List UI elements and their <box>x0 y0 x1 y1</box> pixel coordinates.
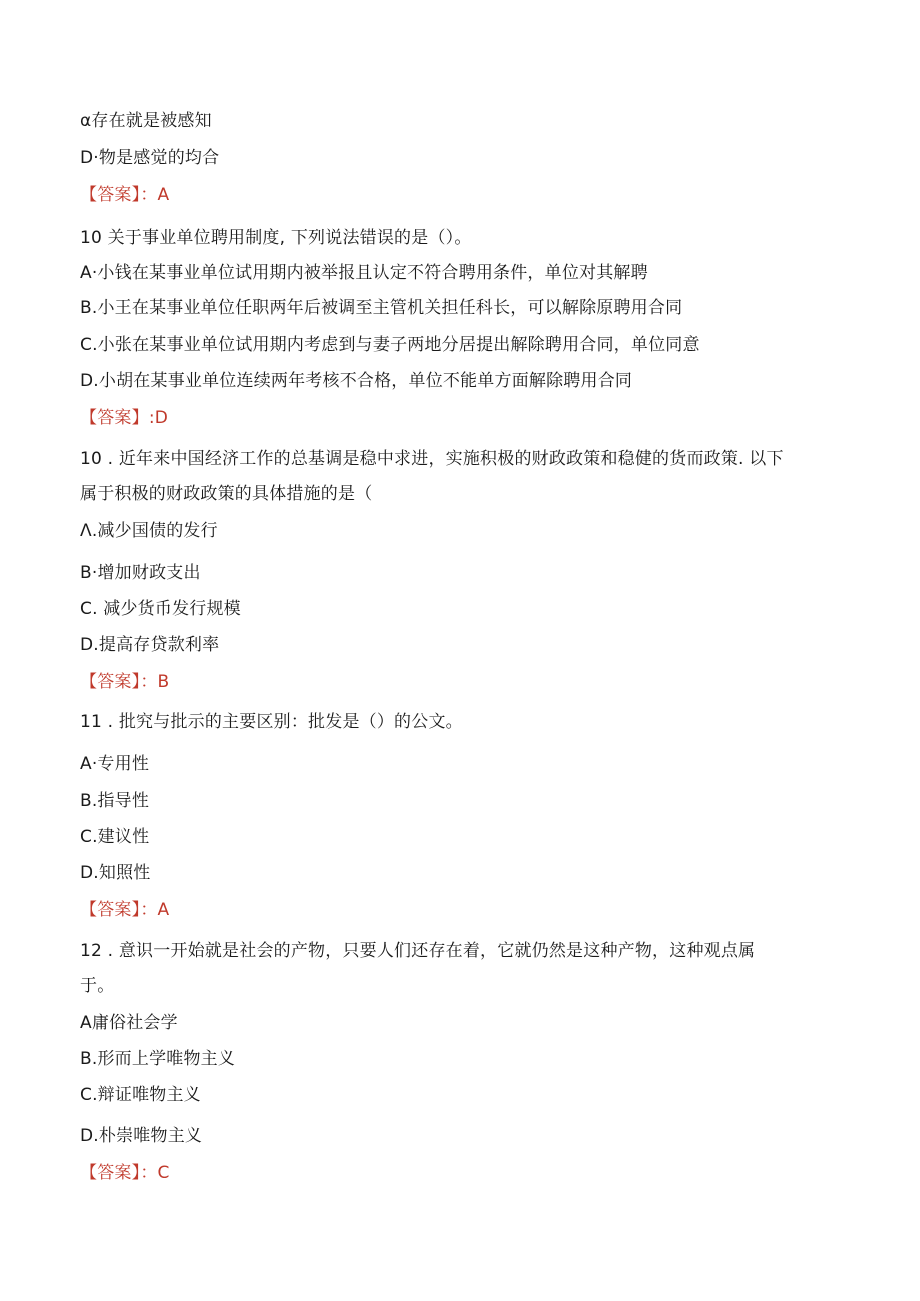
option-line: D.提高存贷款利率 <box>80 635 220 655</box>
option-line: D.知照性 <box>80 863 151 883</box>
answer-label: 【答案】 <box>80 672 141 692</box>
question-line: 11 . 批究与批示的主要区别：批发是（）的公文。 <box>80 712 463 732</box>
answer-label: 【答案】 <box>80 408 149 428</box>
question-line: 10 . 近年来中国经济工作的总基调是稳中求进，实施积极的财政政策和稳健的货而政策. 以下 <box>80 449 784 469</box>
answer-value: :D <box>148 408 169 428</box>
answer-line <box>80 183 169 207</box>
answer-line <box>80 1161 170 1185</box>
question-line: 于。 <box>80 976 115 996</box>
question-line: 属于积极的财政政策的具体措施的是（ <box>80 484 373 504</box>
option-line: A·专用性 <box>80 754 150 774</box>
option-line: D.小胡在某事业单位连续两年考核不合格，单位不能单方面解除聘用合同 <box>80 371 633 391</box>
answer-label: 【答案】 <box>80 185 141 205</box>
answer-value: ：B <box>140 672 170 692</box>
option-line: B.小王在某事业单位任职两年后被调至主管机关担任科长，可以解除原聘用合同 <box>80 298 683 318</box>
answer-value: ：C <box>140 1163 170 1183</box>
answer-value: ：A <box>140 185 170 205</box>
option-line: D·物是感觉的均合 <box>80 148 220 168</box>
option-line: D.朴崇唯物主义 <box>80 1126 203 1146</box>
option-line: C.小张在某事业单位试用期内考虑到与妻子两地分居提出解除聘用合同，单位同意 <box>80 335 700 355</box>
option-line: B.指导性 <box>80 791 150 811</box>
answer-line <box>80 898 169 922</box>
answer-label: 【答案】 <box>80 900 141 920</box>
option-line: B·增加财政支出 <box>80 563 201 583</box>
option-line: Λ.减少国债的发行 <box>80 521 218 541</box>
answer-line <box>80 670 169 694</box>
option-line: B.形而上学唯物主义 <box>80 1049 236 1069</box>
option-line: A·小钱在某事业单位试用期内被举报且认定不符合聘用条件，单位对其解聘 <box>80 263 648 283</box>
option-line: C.辩证唯物主义 <box>80 1085 201 1105</box>
question-line: 12 . 意识一开始就是社会的产物，只要人们还存在着，它就仍然是这种产物，这种观点属 <box>80 941 756 961</box>
answer-value: ：A <box>140 900 170 920</box>
option-line: C.建议性 <box>80 827 150 847</box>
option-line: C. 减少货币发行规模 <box>80 599 241 619</box>
answer-line <box>80 406 168 430</box>
option-line: A庸俗社会学 <box>80 1013 178 1033</box>
question-line: 10 关于事业单位聘用制度, 下列说法错误的是（）。 <box>80 228 472 248</box>
option-line: α存在就是被感知 <box>80 111 212 131</box>
answer-label: 【答案】 <box>80 1163 141 1183</box>
